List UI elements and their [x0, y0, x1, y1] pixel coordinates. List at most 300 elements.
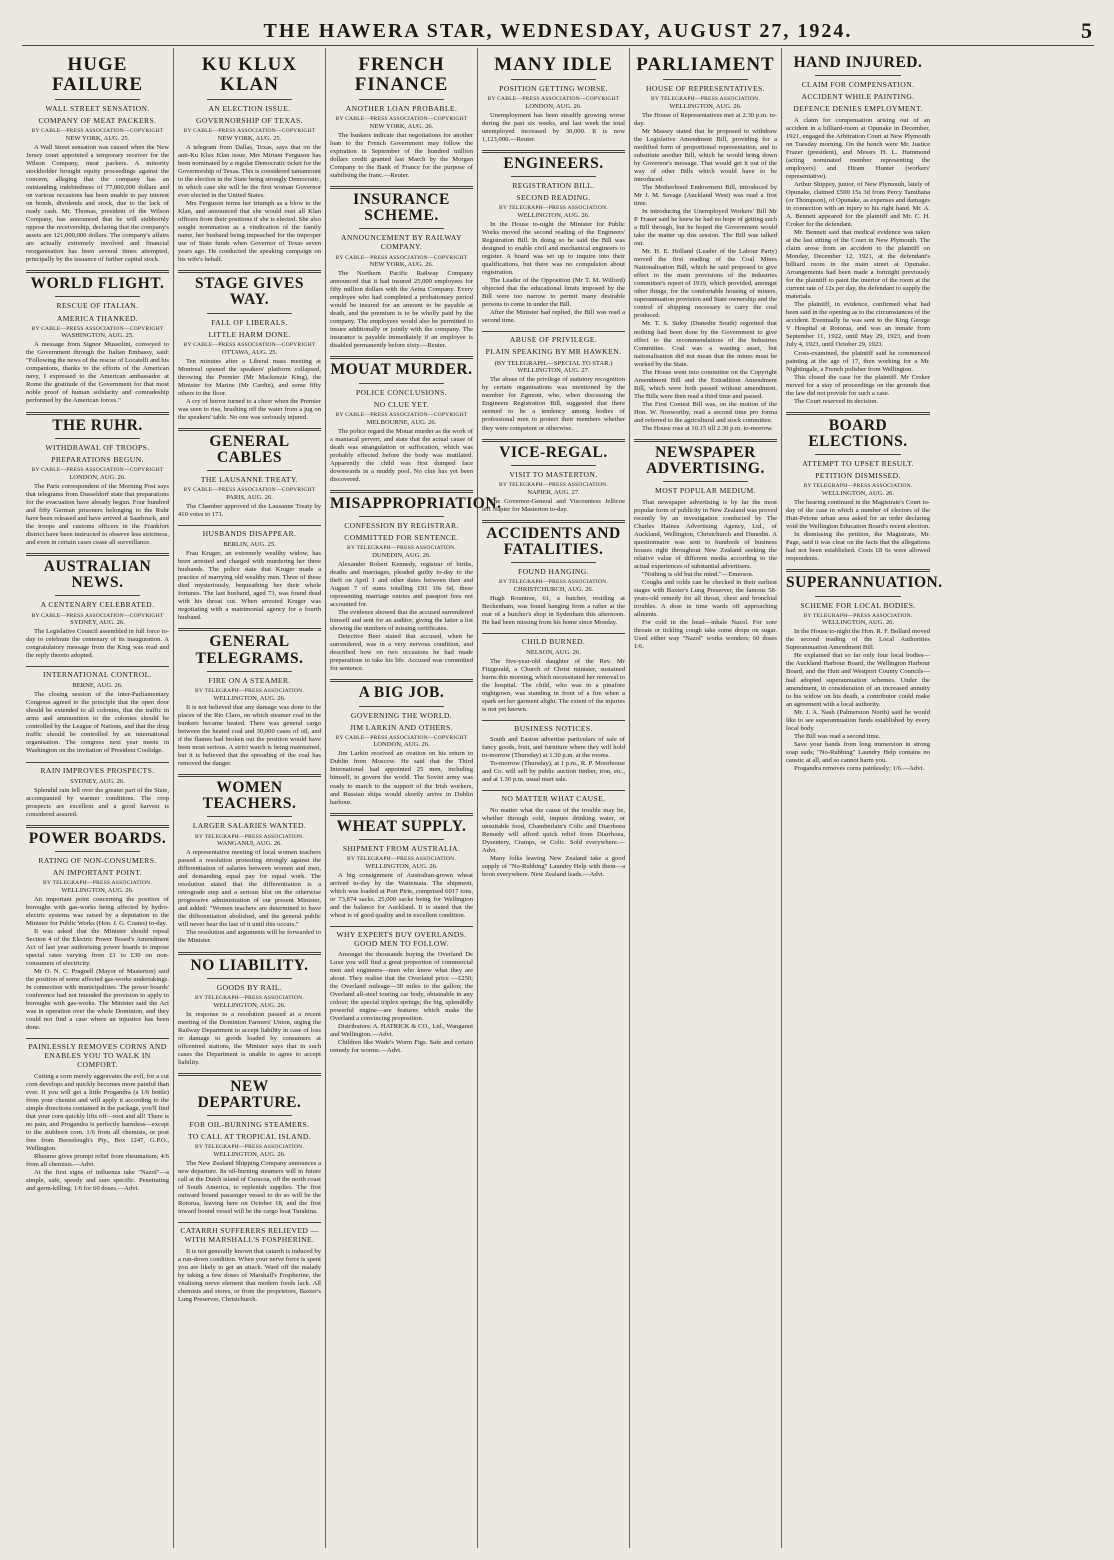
headline-rule — [55, 99, 141, 100]
column-6 — [782, 48, 943, 1548]
body-paragraph: Cutting a corn merely aggravates the evil, for a cut corn develops and quickly becomes more painful than ever. If you will get a little Progandra (a 1/6 bottle) from your chemist and will apply it according to the simple directions contained in the package, you'll find that your corn quickly lifts off—root and all! There is no pain, and Progandra is perfectly harmless—except to the stubborn corn. 1/6 from all chemists, or post free from Bereelough's Pty., Box 1247, G.P.O., Wellington. — [26, 1072, 169, 1152]
story-headline: MANY IDLE — [494, 54, 613, 75]
story — [482, 720, 625, 784]
section-divider — [786, 569, 930, 572]
wire-credit: BY CABLE—PRESS ASSOCIATION—COPYRIGHT — [31, 325, 164, 332]
section-divider — [330, 186, 473, 189]
headline-rule — [511, 79, 597, 80]
dateline: WELLINGTON, AUG. 26. — [821, 490, 895, 498]
body-paragraph: Arthur Shippey, junior, of New Plymouth, lately of Opunake, claimed £500 15s 3d from Percy Tamihana (or Thompson), of Opunake, as expenses and damages in connection with an injury to his right hand. Mr. A. A. Bennett appeared for the plaintiff and Mr. C. H. Croker for the defendant. — [786, 180, 930, 228]
wire-credit: BY TELEGRAPH—PRESS ASSOCIATION. — [347, 855, 456, 862]
body-paragraph: A big consignment of Australian-grown wheat arrived to-day by the Waitemata. The shipment, which was loaded at Port Pirie, comprised 6017 tons, or 73,874 sacks. 25,000 sacks being for Wellington and the balance for Auckland. It is stated that the wheat is of good quality and in excellent condition. — [330, 871, 473, 919]
story-subheading: FALL OF LIBERALS. — [211, 317, 288, 327]
wire-credit: BY TELEGRAPH—PRESS ASSOCIATION. — [347, 545, 456, 552]
headline-rule — [207, 1115, 293, 1116]
story — [178, 774, 321, 946]
dateline: WELLINGTON, AUG. 26. — [61, 886, 134, 894]
wire-credit: BY CABLE—PRESS ASSOCIATION—COPYRIGHT — [335, 734, 468, 741]
dateline: BERNE, AUG. 26. — [72, 682, 123, 690]
body-paragraph: Distributors: A. HATRICK & CO., Ltd., Wanganui and Wellington.—Advt. — [330, 1023, 473, 1039]
body-paragraph: Amongst the thousands buying the Overland De Luxe you will find a great proportion of commercial men and engineers—men who know what they are about. They realise that the Overland price —£250; the Overland mileage—30 miles to the gallon; the Overland all-steel touring car body, obtainable in any colour; the special triplex springs; the big, splendidly powerful engine—are features which make the Overland a convincing proposition. — [330, 951, 473, 1023]
story-subheading: AN ELECTION ISSUE. — [208, 103, 291, 113]
story-headline: NEW DEPARTURE. — [197, 1077, 302, 1111]
story — [26, 762, 169, 819]
body-paragraph: The House went into committee on the Copyright Amendment Bill and the Extradition Amendment Bill, which were both passed without amendment. The Bills were then read a third time and passed. — [634, 368, 777, 400]
story-headline: VICE-REGAL. — [499, 443, 608, 461]
column-1 — [22, 48, 174, 1548]
headline-rule — [359, 228, 445, 229]
story-headline: SUPERANNUATION. — [786, 574, 943, 592]
body-paragraph: Save your hands from long immersion in strong soap suds; "No-Rubbing" Laundry Help contains no caustic at all, and so cannot harm you. — [786, 740, 930, 764]
body-paragraph: Mr O. N. C. Pragnell (Mayor of Masterton) said the position of some affected gas-works undertakings. In connection with municipalities. The power boards' conference had not intended the provision to apply to boroughs with gas-works. The Minister said the Act was in operation over the whole Dominion, and they could not find a case where an injustice has been done. — [26, 968, 169, 1032]
body-paragraph: The abuse of the privilege of statutory recognition by certain organisations was mentioned by the member for Egmont, who, when discussing the Engineers Registration Bill, suggested that there seemed to be a tendency among bodies of professional men to protect their members whether they were competent or otherwise. — [482, 376, 625, 432]
body-paragraph: In the House to-night the Hon. R. F. Bollard moved the second reading of the Local Authorities Superannuation Amendment Bill. — [786, 628, 930, 652]
story-subheading: ABUSE OF PRIVILEGE. — [509, 335, 598, 345]
story — [482, 520, 625, 627]
story — [330, 679, 473, 806]
dateline: PARIS, AUG. 26. — [226, 494, 273, 502]
dateline: WELLINGTON, AUG. 26. — [213, 1151, 286, 1159]
story — [482, 150, 625, 326]
dateline: CHRISTCHURCH, AUG. 26. — [513, 585, 594, 593]
story-headline: ENGINEERS. — [503, 154, 604, 172]
section-divider — [482, 520, 625, 523]
story-subheading: AMERICA THANKED. — [56, 313, 139, 323]
story — [330, 356, 473, 483]
body-paragraph: Mr. T. S. Sidey (Dunedin South) regretted that nothing had been done by the Government to give effect to the recommendations of the Industries Committee. Coal was a wasting asset, but nationalisation did not mean that the mines must be worked by the State. — [634, 320, 777, 368]
body-paragraph: A message from Signor Mussolini, conveyed to the Government through the Italian Embassy, said: "Following the news of the rescue of Locatelli and his companions, thanks to the efforts of the American navy, I expressed to the American ambassador at Rome the gratitude of the Government for that most noble proof of human solidarity and comradeship performed by the American forces." — [26, 341, 169, 405]
dateline: NEW YORK, AUG. 25. — [65, 134, 130, 142]
body-paragraph: Frau Kruger, an extremely wealthy widow, has been arrested and charged with murdering her three husbands. The police state that Kruger made a practice of marrying old wealthy men. Three of these died mysteriously, bequeathing her their whole fortunes. The last husband, aged 73, was found dead with his throat cut. When arrested Kruger was negotiating with a matrimonial agency for a fourth husband. — [178, 550, 321, 622]
wire-credit: BY CABLE—PRESS ASSOCIATION—COPYRIGHT — [183, 128, 316, 135]
dateline: WASHINGTON, AUG. 25. — [61, 332, 134, 340]
section-divider — [330, 926, 473, 927]
story-subheading: ANOTHER LOAN PROBABLE. — [345, 103, 458, 113]
story-subheading: RATING OF NON-CONSUMERS. — [38, 855, 157, 865]
body-paragraph: The Paris correspondent of the Morning Post says that telegrams from Dusseldorf state that preparations for the evacuation have already begun. Four hundred and fifty German prisoners belonging to the Ruhr have been released and have arrived at Saarbruck, and the troops and customs officers in the Frankfort district have been instructed to observe less strictness, and even in certain cases cease all surveillance. — [26, 482, 169, 546]
story-subheading: WITHDRAWAL OF TROOPS. — [45, 442, 150, 452]
section-divider — [178, 525, 321, 526]
headline-rule — [359, 516, 445, 517]
story-subheading: BUSINESS NOTICES. — [514, 724, 593, 734]
wire-credit: BY CABLE—PRESS ASSOCIATION—COPYRIGHT — [335, 254, 468, 261]
section-divider — [330, 356, 473, 359]
headline-rule — [815, 75, 901, 76]
story-headline: HUGE FAILURE — [51, 54, 144, 95]
headline-rule — [207, 816, 293, 817]
story-headline: GENERAL TELEGRAMS. — [195, 633, 304, 667]
wire-credit: BY CABLE—PRESS ASSOCIATION—COPYRIGHT — [335, 411, 468, 418]
body-paragraph: The Motherhood Endowment Bill, introduced by Mr J. M. Savage (Auckland West) was read a first time. — [634, 183, 777, 207]
headline-rule — [663, 481, 749, 482]
story-subheading: HOUSE OF REPRESENTATIVES. — [646, 83, 765, 93]
section-divider — [178, 774, 321, 777]
story — [178, 1073, 321, 1217]
headline-rule — [207, 313, 293, 314]
headline-rule — [511, 562, 597, 563]
section-divider — [330, 490, 473, 493]
body-paragraph: Mrs Ferguson terms her triumph as a blow to the Klan, and announced that she would oust all Klan officers from their positions if she is elected. She also sought nomination as a vindication of the family name, her husband being impeached for the improper use of State funds when Governor of Texas seven years ago. He conducted the speaking campaign on his wife's behalf. — [178, 199, 321, 264]
story — [26, 553, 169, 660]
story-subheading: PLAIN SPEAKING BY MR HAWKEN. — [485, 347, 622, 357]
story — [26, 55, 169, 264]
dateline: NEW YORK, AUG. 26. — [369, 261, 434, 269]
headline-rule — [207, 978, 293, 979]
body-paragraph: In introducing the Unemployed Workers' Bill Mr P. Fraser said he knew he had no hope of getting such a Bill through, but he hoped the Government would take the matter up this session. The Bill was talked out. — [634, 208, 777, 248]
section-divider — [26, 762, 169, 763]
dateline: LONDON, AUG. 26. — [69, 473, 126, 481]
story — [786, 55, 930, 406]
headline-rule — [359, 839, 445, 840]
story-headline: WOMEN TEACHERS. — [202, 778, 297, 813]
body-paragraph: This closed the case for the plaintiff. Mr Croker moved for a stay of proceedings on the grounds that the law did not provide for such a case. — [786, 373, 930, 397]
story-headline: WORLD FLIGHT. — [30, 275, 165, 293]
story — [26, 666, 169, 755]
story — [26, 412, 169, 547]
story-subheading: INTERNATIONAL CONTROL. — [43, 670, 152, 680]
body-paragraph: Cross-examined, the plaintiff said he commenced painting at the age of 17, then working for a Mr. Nightingale, a French polisher from Wellington. — [786, 349, 930, 373]
body-paragraph: Detective Beer stated that accused, when he surrendered, was in a very nervous condition, and described how on two occasions he had made preparations to take his life. Accused was committed for sentence. — [330, 633, 473, 673]
body-paragraph: Splendid rain fell over the greater part of the State, accompanied by warmer conditions. The crop prospects are excellent and a good harvest is considered assured. — [26, 786, 169, 818]
column-2 — [174, 48, 326, 1548]
story-subheading: CHILD BURNED. — [521, 636, 586, 646]
headline-rule — [511, 176, 597, 177]
section-divider — [482, 150, 625, 153]
headline-rule — [511, 465, 597, 466]
story — [482, 633, 625, 714]
story-subheading: NO CLUE YET. — [373, 399, 430, 409]
body-paragraph: The Chamber approved of the Lausanne Treaty by 410 votes to 171. — [178, 503, 321, 519]
story-headline: THE RUHR. — [52, 416, 143, 434]
newspaper-title: THE HAWERA STAR, WEDNESDAY, AUGUST 27, 1924. — [263, 20, 853, 42]
story-headline: MISAPPROPRIATION. — [330, 494, 502, 512]
story-subheading: CONFESSION BY REGISTRAR. — [344, 521, 459, 531]
story-headline: ACCIDENTS AND FATALITIES. — [486, 524, 621, 558]
body-paragraph: At the first signs of influenza take "Nazol"—a simple, safe, speedy and sure specific. Penetrating and germ-killing; 1/6 for 60 doses.—Advt. — [26, 1168, 169, 1193]
story-subheading: FIRE ON A STEAMER. — [208, 675, 291, 685]
body-paragraph: In the House to-night the Minister for Public Works moved the second reading of the Engineers' Registration Bill. In doing so he said the Bill was designed to enable civil and mechanical engineers to register. A board was set up to inquire into their qualifications, but there was no compulsion about registration. — [482, 220, 625, 277]
wire-credit: BY CABLE—PRESS ASSOCIATION—COPYRIGHT — [31, 128, 164, 135]
column-5 — [630, 48, 782, 1548]
story-headline: INSURANCE SCHEME. — [353, 190, 450, 225]
body-paragraph: The closing session of the inter-Parliamentary Congress agreed to the principle that the open door should be extended to all colonies, that the traffic in arms and ammunition to the colonies should be controlled by the League of Nations, and that the drug traffic should be controlled by an international organisation. The congress next year meets in Washington on the invitation of President Coolidge. — [26, 691, 169, 755]
body-paragraph: Mr. Bennett said that medical evidence was taken at the last sitting of the Court in New Plymouth. The claim arose from an accident to the plaintiff on Monday, December 12, 1921, at the defendant's billiard room in the main street at Opunake. Arrangements had been made a fortnight previously for the plaintiff to paint the interior of the room at the current rate of 12s per day, the defendant to supply the materials. — [786, 229, 930, 301]
body-paragraph: It was asked that the Minister should repeal Section 4 of the Electric Power Board's Amendment Act of last year authorising power boards to impose special rates varying from £1 to £30 on non-consumers of electricity. — [26, 927, 169, 967]
story-headline: MOUAT MURDER. — [330, 361, 473, 379]
body-paragraph: In response to a resolution passed at a recent meeting of the Dominion Farmers' Union, urging the Railway Department to accept liability in case of loss or damage to goods loaded by consumers at offcentred stations, the Minister says that in such cases the Department is unable to agree to accept liability. — [178, 1010, 321, 1066]
body-paragraph: The New Zealand Shipping Company announces a new departure. Its oil-burning steamers will in future call at the Dutch island of Curacoa, off the north coast of South America, to replenish supplies. The first outward bound passenger vessel to do so will be the Rotorua, leaving here on October 18, and the first inward bound vessel will be the cargo boat Turakina. — [178, 1160, 321, 1216]
story — [786, 412, 930, 564]
dateline: WELLINGTON, AUG. 26. — [213, 694, 286, 702]
wire-credit: BY TELEGRAPH—PRESS ASSOCIATION. — [499, 579, 608, 586]
wire-credit: BY TELEGRAPH—PRESS ASSOCIATION. — [195, 994, 304, 1001]
story-headline: GENERAL CABLES — [209, 432, 290, 467]
body-paragraph: The hearing continued in the Magistrate's Court to-day of the case in which a number of electors of the Hutt-Petone urban area asked for an order declaring void the Wellington Education Board's recent election. — [786, 499, 930, 531]
wire-credit: BY CABLE—PRESS ASSOCIATION—COPYRIGHT — [31, 612, 164, 619]
story — [482, 331, 625, 432]
section-divider — [482, 331, 625, 332]
body-paragraph: The Legislative Council assembled in full force to-day to celebrate the centenary of its inauguration. A congratulatory message from the King was read and the reply thereto adopted. — [26, 628, 169, 660]
body-paragraph: A Wall Street sensation was caused when the New Jersey court appointed a temporary receiver for the Wilson Company, meat packers. A minority stockholder brought equity proceedings against the concern, alleging that the company has an outstanding indebtedness of 77,000,000 dollars and on various occasions has been unable to pay interest on bonds, dividends and stock, due to the lack of ready cash. Mr. Thomas, president of the Wilson Company, has announced that he will stubbornly oppose the receivership, declaring that the company's assets are 121,000,000 dollars. The company's affairs are actually extremely involved and financial reorganisation has been several times attempted, principally by the issuance of further capital stock. — [26, 143, 169, 264]
headline-rule — [55, 296, 141, 297]
wire-credit: BY TELEGRAPH—PRESS ASSOCIATION. — [43, 880, 152, 887]
body-paragraph: The Leader of the Opposition (Mr T. M. Wilford) objected that the educational limits imposed by the Bill were too narrow to permit many desirable persons to come in under the Bill. — [482, 277, 625, 309]
story — [26, 1038, 169, 1193]
story-subheading: PAINLESSLY REMOVES CORNS AND ENABLES YOU TO WALK IN COMFORT. — [28, 1042, 167, 1070]
dateline: NELSON, AUG. 26. — [526, 649, 581, 657]
dateline: NAPIER, AUG. 27. — [527, 488, 580, 496]
story-headline: AUSTRALIAN NEWS. — [43, 557, 152, 592]
story — [178, 952, 321, 1067]
body-paragraph: Mr. H. E. Holland (Leader of the Labour Party) moved the first reading of the Coal Mines Nationalisation Bill, which he said proposed to give effect to the main provisions of the industries committee's report of 1919, which provided, amongst other things, for the comfortable housing of miners, superannuation provision and State ownership and the control of shipping necessary to carry the coal produced. — [634, 248, 777, 320]
body-paragraph: The five-year-old daughter of the Rev. Mr Fitzgerald, a Church of Christ minister, sustained burns this morning, which necessitated her removal to the hospital. The child, who was in a pinafore nightgown, was standing in front of a fire when a spark set her garment alight. The extent of the injuries is not yet known. — [482, 657, 625, 714]
story-subheading: LARGER SALARIES WANTED. — [192, 821, 307, 831]
story-subheading: WALL STREET SENSATION. — [45, 103, 150, 113]
section-divider — [482, 633, 625, 634]
body-paragraph: In dismissing the petition, the Magistrate, Mr. Page, said it was clear on the facts that the allegations had not been established. Costs £8 6s were allowed respondents. — [786, 531, 930, 563]
section-divider — [482, 720, 625, 721]
story-headline: NEWSPAPER ADVERTISING. — [646, 443, 765, 478]
body-paragraph: The Court reserved its decision. — [794, 397, 879, 405]
body-paragraph: Coughs and colds can be checked in their earliest stages with Baxter's Lung Preserver, the famous 58-years-old remedy for all throat, chest and bronchial troubles. A dose in time wards off approaching ailments. — [634, 578, 777, 618]
dateline: LONDON, AUG. 26. — [525, 102, 582, 110]
section-divider — [330, 813, 473, 816]
dateline: WELLINGTON, AUG. 26. — [517, 211, 590, 219]
section-divider — [330, 679, 473, 682]
story-subheading: POLICE CONCLUSIONS. — [355, 387, 448, 397]
wire-credit: BY TELEGRAPH—PRESS ASSOCIATION. — [499, 205, 608, 212]
dateline: SYDNEY, AUG. 26. — [70, 777, 125, 785]
story — [26, 270, 169, 405]
section-divider — [786, 412, 930, 415]
body-paragraph: The evidence showed that the accused surrendered himself and sent for an auditor, giving the latter a list showing the numbers of missing certificates. — [330, 609, 473, 633]
body-paragraph: An important point concerning the position of boroughs with gas-works being affected by hydro-electric systems was raised by a deputation to the Minister for Public Works (Hon. J. G. Coates) to-day. — [26, 895, 169, 927]
story-subheading: SCHEME FOR LOCAL BODIES. — [800, 600, 916, 610]
wire-credit: BY TELEGRAPH—PRESS ASSOCIATION. — [803, 612, 913, 619]
story — [330, 186, 473, 351]
story — [178, 270, 321, 422]
section-divider — [26, 553, 169, 556]
story — [482, 790, 625, 878]
story — [26, 825, 169, 1033]
body-paragraph: Rheumo gives prompt relief from rheumatism; 4/6 from all chemists.—Advt. — [26, 1152, 169, 1168]
story-subheading: THE LAUSANNE TREATY. — [200, 475, 299, 485]
story-headline: NO LIABILITY. — [190, 956, 309, 974]
section-divider — [634, 439, 777, 442]
story — [330, 490, 502, 674]
body-paragraph: The Bill was read a second time. — [794, 732, 881, 740]
story — [330, 813, 473, 920]
body-paragraph: The Northern Pacific Railway Company announced that it had insured 25,000 employees for fifty million dollars with the Aetna Company. Every employee who had completed a probationary period would be insured for an amount to be payable at death, and the premium is to be wholly paid by the company. The employees would also be permitted to insure additionally or jointly with the company. The insurance is payable immediately if an employee is disabled permanently before sixty.—Reuter. — [330, 270, 473, 350]
story-subheading: PETITION DISMISSED. — [815, 471, 901, 481]
body-paragraph: Alexander Robert Kennedy, registrar of births, deaths and marriages, pleaded guilty to-day to the theft on April 1 and other dates between then and August 7 of sums totalling £91 10s 6d, these representing marriage entries and passport fees not accounted for. — [330, 560, 473, 609]
story-subheading: GOODS BY RAIL. — [216, 982, 283, 992]
story-subheading: ANNOUNCEMENT BY RAILWAY COMPANY. — [341, 233, 462, 252]
headline-rule — [359, 383, 445, 384]
dateline: MELBOURNE, AUG. 26. — [366, 418, 437, 426]
story-subheading: VISIT TO MASTERTON. — [509, 469, 598, 479]
story-subheading: COMMITTED FOR SENTENCE. — [344, 533, 459, 543]
section-divider — [178, 428, 321, 431]
wire-credit: BY TELEGRAPH—PRESS ASSOCIATION. — [499, 481, 608, 488]
story-subheading: NO MATTER WHAT CAUSE. — [501, 794, 606, 804]
section-divider — [178, 952, 321, 955]
story — [178, 1222, 321, 1303]
story-headline: KU KLUX KLAN — [201, 54, 298, 95]
body-paragraph: It is not believed that any damage was done to the places of the Rio Claro, on which steamer coal in the bunkers became heated. There was general cargo between the heated coal and 30,000 cases of oil, and if the flames had broken out the position would have been most serious. A strict watch is being maintained, but it is believed that the spreading of the coal has removed the danger. — [178, 703, 321, 767]
wire-credit: BY TELEGRAPH—PRESS ASSOCIATION. — [195, 688, 304, 695]
headline-rule — [815, 596, 901, 597]
headline-rule — [207, 470, 293, 471]
body-paragraph: Mr Massey stated that he proposed to withdraw the Legislative Amendment Bill, providing for a modified form of proportional representation, and to substitute another Bill, which he would bring down by Governor's message. That would get it out of the way of other Bills which would have to be introduced. — [634, 127, 777, 183]
story — [178, 428, 321, 519]
story — [786, 569, 943, 773]
body-paragraph: The House rose at 10.15 till 2.30 p.m. to-morrow. — [642, 424, 773, 432]
body-paragraph: He explained that so far only four local bodies—the Auckland Harbour Board, the Wellington Harbour Board, and the Hutt and Westport County Councils—had adopted superannuation schemes. Under the amendment, in consideration of an increased annuity to his widow on his death, a contributor could make an agreement with a local authority. — [786, 652, 930, 708]
body-paragraph: The resolution and arguments will be forwarded to the Minister. — [178, 929, 321, 945]
section-divider — [178, 1073, 321, 1076]
story-headline: FRENCH FINANCE — [354, 54, 449, 95]
story-headline: BOARD ELECTIONS. — [808, 416, 908, 450]
section-divider — [482, 439, 625, 442]
dateline: WELLINGTON, AUG. 26. — [669, 102, 742, 110]
story-subheading: PREPARATIONS BEGUN. — [51, 454, 144, 464]
dateline: WELLINGTON, AUG. 26. — [821, 619, 895, 627]
story-subheading: A CENTENARY CELEBRATED. — [40, 600, 155, 610]
story — [178, 628, 321, 768]
section-divider — [26, 825, 169, 828]
wire-credit: BY TELEGRAPH—PRESS ASSOCIATION. — [195, 833, 304, 840]
body-paragraph: Many folks leaving New Zealand take a good supply of "No-Rubbing" Laundry Help with them—a boon everywhere. New Zealand leads.—Advt. — [482, 854, 625, 878]
wire-credit: BY TELEGRAPH—PRESS ASSOCIATION. — [651, 96, 760, 103]
dateline: NEW YORK, AUG. 26. — [369, 122, 434, 130]
section-divider — [178, 270, 321, 273]
body-paragraph: That newspaper advertising is by far the most popular form of publicity in New Zealand was proved recently by an investigation conducted by The Charles Haines Advertising Agency, Ltd., of Auckland, Wellington, Christchurch and Dunedin. A questionnaire was sent to hundreds of business houses right throughout New Zealand seeking the relative value of different media according to the actual experiences of substantial advertisers. — [634, 498, 777, 570]
wire-credit: BY TELEGRAPH—PRESS ASSOCIATION. — [195, 1144, 304, 1151]
story-subheading: GOVERNORSHIP OF TEXAS. — [196, 115, 303, 125]
newspaper-columns — [22, 48, 1094, 1548]
column-4 — [478, 48, 630, 1548]
wire-credit: BY TELEGRAPH—PRESS ASSOCIATION. — [803, 483, 913, 490]
wire-credit: BY CABLE—PRESS ASSOCIATION—COPYRIGHT — [335, 115, 468, 122]
body-paragraph: Ten minutes after a Liberal mass meeting at Montreal opened the speakers' platform collapsed, throwing the Premier (Mr Mackenzie King), the Minister for Marine (Mr Cardin), and some fifty others to the floor. — [178, 357, 321, 397]
body-paragraph: No matter what the cause of the trouble may be, whether through cold, impure drinking water, or unsuitable food, Chamberlain's Colic and Diarrhoea Remedy will afford quick relief from Diarrhoea, Dysentery, Cramps, or Colic. Sold everywhere.—Advt. — [482, 806, 625, 854]
story-headline: WHEAT SUPPLY. — [336, 817, 467, 835]
headline-rule — [55, 438, 141, 439]
dateline: OTTAWA, AUG. 25. — [221, 348, 278, 356]
dateline: BERLIN, AUG. 25. — [223, 541, 276, 549]
section-divider — [26, 412, 169, 415]
story-headline: A BIG JOB. — [358, 684, 445, 702]
story-subheading: WHY EXPERTS BUY OVERLANDS. GOOD MEN TO FOLLOW. — [336, 929, 467, 948]
story-subheading: RESCUE OF ITALIAN. — [56, 301, 139, 311]
body-paragraph: "Nothing is old but the mind."—Emerson. — [642, 570, 754, 578]
section-divider — [26, 666, 169, 667]
story-subheading: FOR OIL-BURNING STEAMERS. — [189, 1120, 310, 1130]
headline-rule — [815, 454, 901, 455]
story — [634, 55, 777, 433]
body-paragraph: Hugh Rountree, 61, a butcher, residing at Beckenham, was found hanging from a rafter at the rear of a butcher's shop in Sydenham this afternoon. He had been missing from his home since Monday. — [482, 594, 625, 626]
story-subheading: CLAIM FOR COMPENSATION. — [801, 80, 915, 90]
story-subheading: FOUND HANGING. — [518, 567, 589, 577]
story-subheading: ATTEMPT TO UPSET RESULT. — [802, 459, 914, 469]
dateline: WANGANUI, AUG. 26. — [216, 840, 283, 848]
dateline: DUNEDIN, AUG. 26. — [372, 551, 431, 559]
body-paragraph: Children like Wade's Worm Figs. Safe and certain remedy for worms.—Advt. — [330, 1039, 473, 1055]
story-subheading: ACCIDENT WHILE PAINTING. — [801, 92, 915, 102]
headline-rule — [55, 851, 141, 852]
story-headline: POWER BOARDS. — [28, 829, 167, 847]
story-headline: PARLIAMENT — [636, 54, 775, 75]
story-subheading: TO CALL AT TROPICAL ISLAND. — [187, 1132, 312, 1142]
headline-rule — [207, 99, 293, 100]
body-paragraph: For cold in the head—inhale Nazol. For sore throats or tickling cough take some drops on sugar. Used either way "Nazol" works wonders; 60 doses 1/6. — [634, 619, 777, 651]
story-subheading: COMPANY OF MEAT PACKERS. — [38, 115, 157, 125]
body-paragraph: The House of Representatives met at 2.30 p.m. to-day. — [634, 111, 777, 127]
dateline: WELLINGTON, AUG. 26. — [365, 862, 438, 870]
story — [634, 439, 777, 651]
story-subheading: SHIPMENT FROM AUSTRALIA. — [342, 843, 461, 853]
body-paragraph: Jim Larkin received an ovation on his return to Dublin from Moscow. He said that the Third International had appointed 25 men, including himself, to govern the world. The Soviet army was ready to march to the support of the Irish workers, and Russian ships would shortly arrive in Dublin harbour. — [330, 750, 473, 806]
body-paragraph: The bankers indicate that negotiations for another loan to the French Government may follow the expiration in September of the hundred million dollars credit granted last March by the Morgan Company to the Bank of France for the purpose of stabilising the franc.—Reuter. — [330, 131, 473, 179]
story-subheading: LITTLE HARM DONE. — [208, 329, 291, 339]
story-subheading: RAIN IMPROVES PROSPECTS. — [40, 765, 155, 775]
body-paragraph: A claim for compensation arising out of an accident in a billiard-room at Opunake in December, 1921, engaged the Arbitration Court at New Plymouth on Tuesday morning. On the bench were Mr. Justice Frazer (president), and Messrs H. L. Hammond (acting nominated member representing the employers) and Hiram Hunter (workers' representative). — [786, 116, 930, 180]
story-subheading: REGISTRATION BILL. — [512, 181, 595, 191]
body-paragraph: After the Minister had replied, the Bill was read a second time. — [482, 309, 625, 325]
story — [330, 926, 473, 1056]
wire-credit: BY CABLE—PRESS ASSOCIATION—COPYRIGHT — [31, 467, 164, 473]
body-paragraph: A cry of horror turned to a cheer when the Premier was seen to rise, brushing off the water from a jug on the speakers' table. No one was seriously injured. — [178, 397, 321, 421]
section-divider — [178, 1222, 321, 1223]
story-headline: HAND INJURED. — [793, 54, 923, 71]
headline-rule — [55, 595, 141, 596]
page-number: 5 — [1081, 18, 1092, 43]
dateline: LONDON, AUG. 26. — [373, 741, 430, 749]
column-3 — [326, 48, 502, 1548]
dateline: WELLINGTON, AUG. 26. — [213, 1001, 286, 1009]
story-subheading: HUSBANDS DISAPPEAR. — [202, 529, 297, 539]
story-subheading: DEFENCE DENIES EMPLOYMENT. — [793, 104, 923, 114]
body-paragraph: A telegram from Dallas, Texas, says that on the anti-Ku Klux Klan issue, Mrs Miriam Ferguson has been nominated by a regular Democratic ticket for the Governorship of Texas. This is considered tantamount to the election in the State being strongly Democratic, in which case she will be the first woman Governor ever elected in the United States. — [178, 143, 321, 199]
headline-rule — [359, 99, 445, 100]
story-subheading: POSITION GETTING WORSE. — [499, 83, 608, 93]
body-paragraph: To-morrow (Thursday), at 1 p.m., R. P. Moorhouse and Co. will sell by public auction timber, iron, etc., and at 1.30 p.m. usual mart sale. — [482, 760, 625, 784]
story — [482, 55, 625, 144]
story-subheading: MOST POPULAR MEDIUM. — [655, 486, 756, 496]
body-paragraph: Unemployment has been steadily growing worse during the past six weeks, and last week the total unemployed increased by 30,000. It is now 1,123,000.—Reuter. — [482, 111, 625, 143]
dateline: SYDNEY, AUG. 26. — [70, 619, 125, 627]
body-paragraph: The plaintiff, in evidence, confirmed what had been said in the opening as to the circumstances of the accident. Eventually he was sent to the King George V Hospital at Rotorua, and was an inmate from September 11, 1922, until May 29, 1923, and from July 4, 1923, until October 29, 1923. — [786, 301, 930, 349]
section-divider — [26, 270, 169, 273]
story — [330, 55, 473, 180]
masthead — [22, 18, 1094, 46]
wire-credit: BY CABLE—PRESS ASSOCIATION—COPYRIGHT — [487, 96, 620, 103]
dateline: (BY TELEGRAPH.—SPECIAL TO STAR.) WELLINGTON, AUG. 27. — [494, 359, 613, 375]
story-subheading: CATARRH SUFFERERS RELIEVED —WITH MARSHALL'S FOSPHERINE. — [180, 1226, 319, 1245]
section-divider — [482, 790, 625, 791]
body-paragraph: A representative meeting of local women teachers passed a resolution protesting strongly against the differentiation of salaries between women and men, and demanding equal pay for equal work. The resolution stated that the differentiation is a retrograde step and a serious blot on the otherwise progressive administration of our present Minister, and added: "Women teachers are determined to have the differentiation abolished, and the general public will never hear the last of it until this occurs." — [178, 849, 321, 929]
body-paragraph: The police regard the Mouat murder as the work of a maniacal pervert, and state that the actual cause of death was strangulation or suffocation, which was probably effected before the body was mutilated. Apparently the child was first dumped face downwards in a muddy pool. No clue has yet been discovered. — [330, 427, 473, 483]
section-divider — [178, 628, 321, 631]
body-paragraph: Progandra removes corns painlessly; 1/6.—Advt. — [794, 764, 925, 772]
story-subheading: JIM LARKIN AND OTHERS. — [350, 722, 453, 732]
section-divider — [26, 1038, 169, 1039]
story — [482, 439, 625, 514]
wire-credit: BY CABLE—PRESS ASSOCIATION—COPYRIGHT — [183, 341, 316, 348]
story — [178, 55, 321, 264]
story-subheading: GOVERNING THE WORLD. — [350, 710, 453, 720]
